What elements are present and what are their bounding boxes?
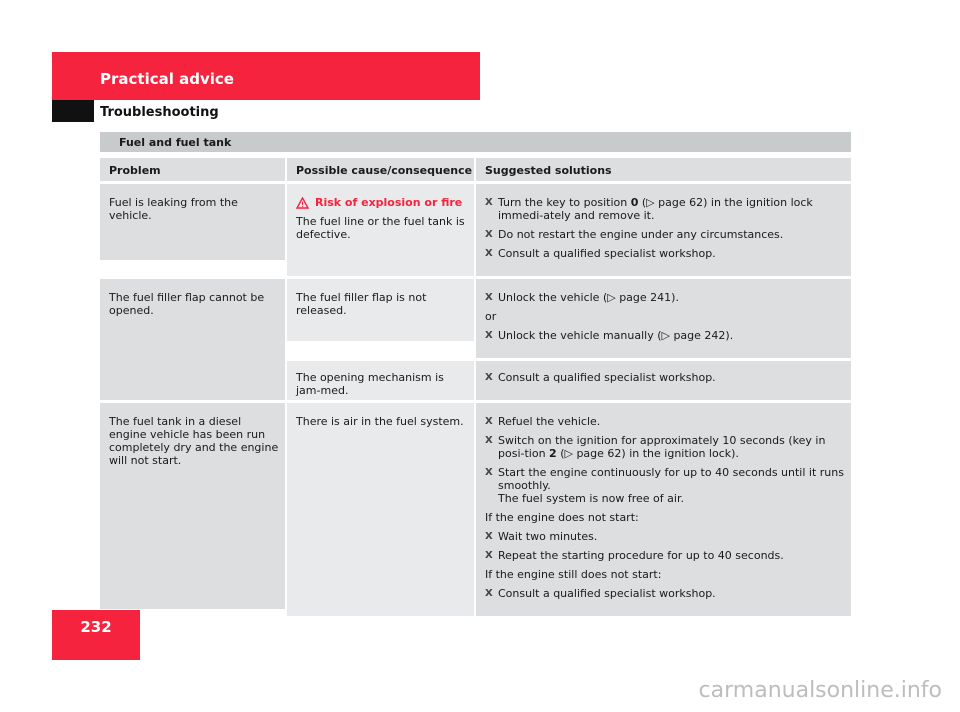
table-row-problem: Fuel is leaking from the vehicle. (100, 184, 287, 263)
list-item: X Switch on the ignition for approximately 10 seconds (key in posi-tion 2 (▷ page 62) in the ignition lock). (485, 434, 845, 460)
list-item: X Unlock the vehicle manually (▷ page 242). (485, 329, 845, 342)
page-subtitle: Troubleshooting (100, 105, 219, 120)
table-title-bar (100, 132, 851, 152)
list-item: X Do not restart the engine under any circumstances. (485, 228, 845, 241)
list-item: X Refuel the vehicle. (485, 415, 845, 428)
table-row-cause: Risk of explosion or fire The fuel line or the fuel tank is defective. (287, 184, 476, 279)
column-header-solutions: Suggested solutions (476, 158, 851, 184)
page-number: 232 (52, 610, 140, 660)
table-row-solutions (476, 403, 851, 616)
watermark: carmanualsonline.info (698, 678, 942, 703)
troubleshooting-table (100, 158, 851, 616)
list-item: X Consult a qualified specialist workshop. (485, 587, 845, 600)
list-item: X Consult a qualified specialist workshop. (485, 247, 845, 260)
table-row-problem: The fuel tank in a diesel engine vehicle has been run completely dry and the engine will not start. (100, 403, 287, 609)
or-text: or (485, 310, 497, 323)
table-title: Fuel and fuel tank (119, 136, 232, 149)
list-item: X Turn the key to position 0 (▷ page 62) in the ignition lock immedi-ately and remove it. (485, 196, 845, 222)
warning-triangle-icon (296, 197, 309, 209)
condition-text: If the engine does not start: (485, 511, 639, 524)
table-row-cause: There is air in the fuel system. (287, 403, 476, 616)
section-title: Practical advice (100, 70, 234, 88)
table-row-solutions (476, 184, 851, 279)
warning-notice: Risk of explosion or fire (296, 196, 468, 209)
section-header (52, 52, 480, 100)
list-item: X Repeat the starting procedure for up to 40 seconds. (485, 549, 845, 562)
table-row-solutions (476, 279, 851, 361)
condition-text: If the engine still does not start: (485, 568, 662, 581)
table-row-cause: The fuel filler flap is not released. (287, 279, 476, 344)
column-header-problem: Problem (100, 158, 287, 184)
section-tab-marker (52, 100, 94, 122)
table-row-problem: The fuel filler flap cannot be opened. (100, 279, 287, 403)
table-row-solutions (476, 361, 851, 403)
list-item: X Start the engine continuously for up to 40 seconds until it runs smoothly. The fuel system is now free of air. (485, 466, 845, 505)
list-item: X Unlock the vehicle (▷ page 241). (485, 291, 845, 304)
list-item: X Wait two minutes. (485, 530, 845, 543)
column-header-cause: Possible cause/consequence (287, 158, 476, 184)
table-row-cause: The opening mechanism is jam-med. (287, 361, 476, 403)
list-item: X Consult a qualified specialist workshop. (485, 371, 845, 384)
